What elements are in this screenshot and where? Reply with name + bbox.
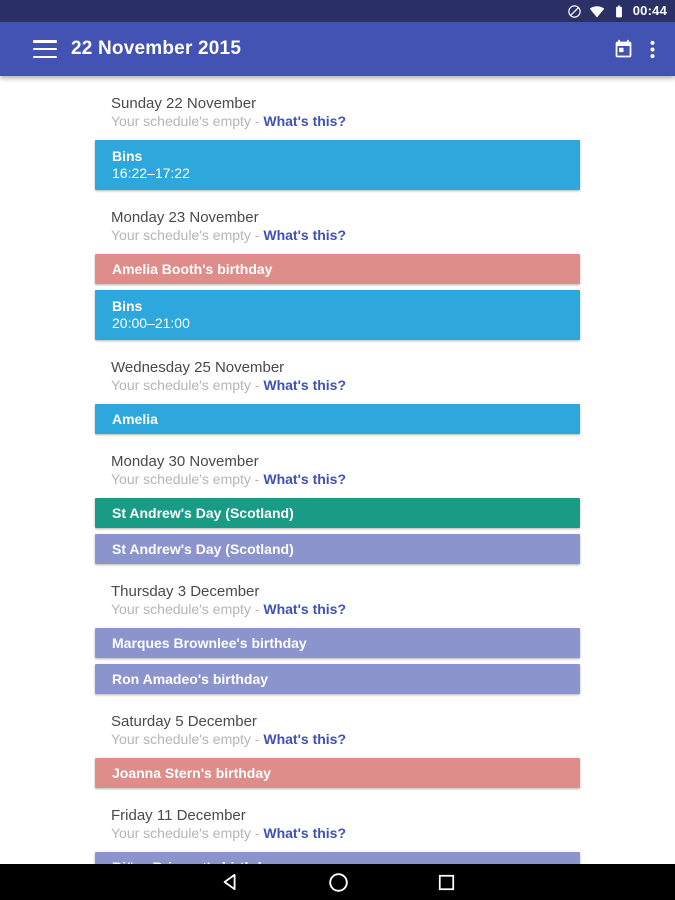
event-title: St Andrew's Day (Scotland)	[112, 540, 294, 557]
event-card[interactable]	[95, 534, 580, 564]
event-card[interactable]	[95, 628, 580, 658]
event-list	[95, 254, 580, 340]
event-list	[95, 758, 580, 788]
day-header: Friday 11 December	[111, 807, 246, 824]
event-title: St Andrew's Day (Scotland)	[112, 504, 294, 521]
empty-schedule-text	[95, 471, 580, 488]
empty-schedule-label: Your schedule's empty -	[111, 227, 264, 243]
day-header: Saturday 5 December	[111, 713, 257, 730]
whats-this-link[interactable]: What's this?	[263, 731, 347, 747]
empty-schedule-text	[95, 825, 580, 842]
event-list	[95, 498, 580, 564]
day-header: Wednesday 25 November	[111, 359, 285, 376]
recents-icon[interactable]	[437, 873, 456, 892]
whats-this-link[interactable]: What's this?	[263, 471, 347, 487]
event-card[interactable]	[95, 404, 580, 434]
home-icon[interactable]	[328, 872, 349, 893]
empty-schedule-label: Your schedule's empty -	[111, 601, 264, 617]
schedule-list[interactable]	[0, 76, 675, 900]
app-bar	[0, 22, 675, 76]
day-section	[95, 76, 580, 190]
event-list	[95, 628, 580, 694]
empty-schedule-label: Your schedule's empty -	[111, 113, 264, 129]
empty-schedule-text	[95, 227, 580, 244]
app-bar-actions	[613, 39, 655, 60]
day-section	[95, 190, 580, 340]
page-title: 22 November 2015	[71, 38, 242, 59]
empty-schedule-label: Your schedule's empty -	[111, 825, 264, 841]
status-bar	[0, 0, 675, 22]
whats-this-link[interactable]: What's this?	[263, 825, 347, 841]
event-title: Joanna Stern's birthday	[112, 764, 271, 781]
calendar-today-icon[interactable]	[613, 39, 634, 60]
navigation-bar	[0, 864, 675, 900]
day-section	[95, 340, 580, 434]
event-list	[95, 404, 580, 434]
event-time: 16:22–17:22	[112, 165, 190, 181]
whats-this-link[interactable]: What's this?	[263, 377, 347, 393]
whats-this-link[interactable]: What's this?	[263, 113, 347, 129]
event-title: Ron Amadeo's birthday	[112, 670, 269, 687]
day-header: Monday 30 November	[111, 453, 259, 470]
sections	[95, 76, 580, 882]
back-icon[interactable]	[220, 872, 240, 892]
empty-schedule-text	[95, 601, 580, 618]
empty-schedule-text	[95, 113, 580, 130]
day-section	[95, 564, 580, 694]
event-title: Amelia	[112, 410, 158, 427]
day-header: Thursday 3 December	[111, 583, 260, 600]
event-card[interactable]	[95, 140, 580, 190]
event-title: Bins	[112, 148, 143, 164]
no-signal-icon	[567, 4, 582, 19]
event-card[interactable]	[95, 498, 580, 528]
whats-this-link[interactable]: What's this?	[263, 601, 347, 617]
empty-schedule-label: Your schedule's empty -	[111, 731, 264, 747]
battery-icon	[612, 4, 626, 19]
event-card[interactable]	[95, 254, 580, 284]
menu-icon[interactable]	[33, 40, 57, 58]
event-title: Marques Brownlee's birthday	[112, 634, 307, 651]
day-header: Sunday 22 November	[111, 95, 257, 112]
day-section	[95, 694, 580, 788]
event-card[interactable]	[95, 290, 580, 340]
status-clock: 00:44	[632, 3, 667, 18]
day-header: Monday 23 November	[111, 209, 259, 226]
overflow-menu-icon[interactable]	[650, 39, 655, 60]
empty-schedule-label: Your schedule's empty -	[111, 377, 264, 393]
whats-this-link[interactable]: What's this?	[263, 227, 347, 243]
event-title: Amelia Booth's birthday	[112, 260, 273, 277]
event-title: Bins	[112, 298, 143, 314]
day-section	[95, 434, 580, 564]
event-time: 20:00–21:00	[112, 315, 190, 331]
empty-schedule-label: Your schedule's empty -	[111, 471, 264, 487]
wifi-icon	[589, 4, 605, 19]
empty-schedule-text	[95, 731, 580, 748]
event-list	[95, 140, 580, 190]
empty-schedule-text	[95, 377, 580, 394]
event-card[interactable]	[95, 664, 580, 694]
event-card[interactable]	[95, 758, 580, 788]
